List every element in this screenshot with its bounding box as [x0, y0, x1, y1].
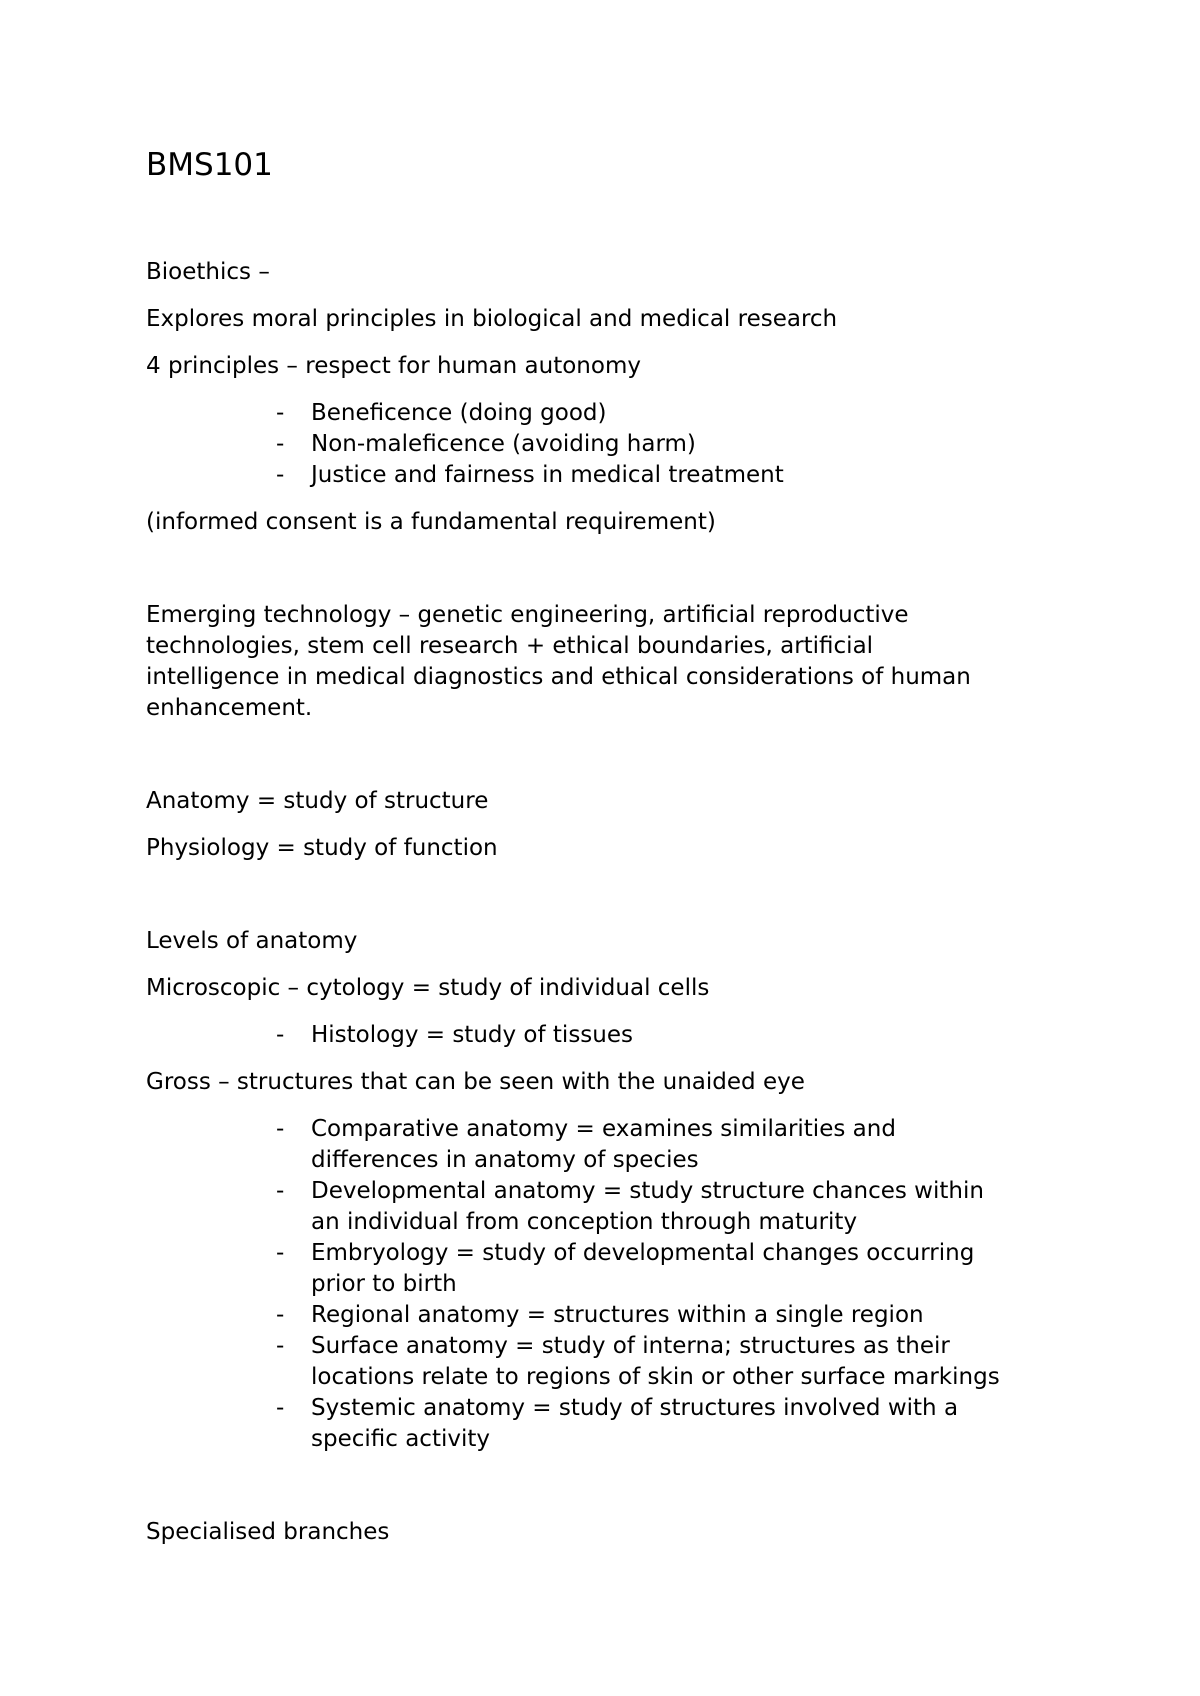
list-item-continuation: specific activity — [311, 1426, 490, 1452]
list-bullet-marker: - — [276, 1022, 285, 1048]
specialised-branches-heading: Specialised branches — [146, 1519, 390, 1545]
paragraph-line: technologies, stem cell research + ethical boundaries, artificial — [146, 633, 874, 659]
microscopic-line: Microscopic – cytology = study of individual cells — [146, 975, 710, 1001]
paragraph-line: Emerging technology – genetic engineering, artificial reproductive — [146, 602, 909, 628]
list-item: Embryology = study of developmental changes occurring — [311, 1240, 975, 1266]
list-item: Beneficence (doing good) — [311, 400, 607, 426]
gross-line: Gross – structures that can be seen with the unaided eye — [146, 1069, 805, 1095]
list-item: Non-maleficence (avoiding harm) — [311, 431, 696, 457]
list-bullet-marker: - — [276, 400, 285, 426]
list-item: Comparative anatomy = examines similarities and — [311, 1116, 896, 1142]
bioethics-definition: Explores moral principles in biological and medical research — [146, 306, 838, 332]
list-item-continuation: prior to birth — [311, 1271, 457, 1297]
list-item: Developmental anatomy = study structure chances within — [311, 1178, 984, 1204]
list-bullet-marker: - — [276, 462, 285, 488]
list-bullet-marker: - — [276, 1333, 285, 1359]
list-bullet-marker: - — [276, 1302, 285, 1328]
list-bullet-marker: - — [276, 1178, 285, 1204]
document-title: BMS101 — [146, 147, 273, 183]
list-item: Systemic anatomy = study of structures involved with a — [311, 1395, 959, 1421]
list-bullet-marker: - — [276, 1240, 285, 1266]
bioethics-heading: Bioethics – — [146, 259, 270, 285]
list-item-continuation: locations relate to regions of skin or other surface markings — [311, 1364, 1000, 1390]
list-item: Justice and fairness in medical treatment — [311, 462, 784, 488]
list-item-continuation: differences in anatomy of species — [311, 1147, 699, 1173]
consent-note: (informed consent is a fundamental requirement) — [146, 509, 716, 535]
histology-item: Histology = study of tissues — [311, 1022, 633, 1048]
principles-intro: 4 principles – respect for human autonomy — [146, 353, 641, 379]
paragraph-line: intelligence in medical diagnostics and ethical considerations of human — [146, 664, 971, 690]
list-bullet-marker: - — [276, 431, 285, 457]
physiology-definition: Physiology = study of function — [146, 835, 498, 861]
list-item: Regional anatomy = structures within a single region — [311, 1302, 924, 1328]
paragraph-line: enhancement. — [146, 695, 313, 721]
anatomy-definition: Anatomy = study of structure — [146, 788, 489, 814]
list-item-continuation: an individual from conception through maturity — [311, 1209, 858, 1235]
list-bullet-marker: - — [276, 1116, 285, 1142]
list-item: Surface anatomy = study of interna; structures as their — [311, 1333, 950, 1359]
levels-heading: Levels of anatomy — [146, 928, 358, 954]
list-bullet-marker: - — [276, 1395, 285, 1421]
